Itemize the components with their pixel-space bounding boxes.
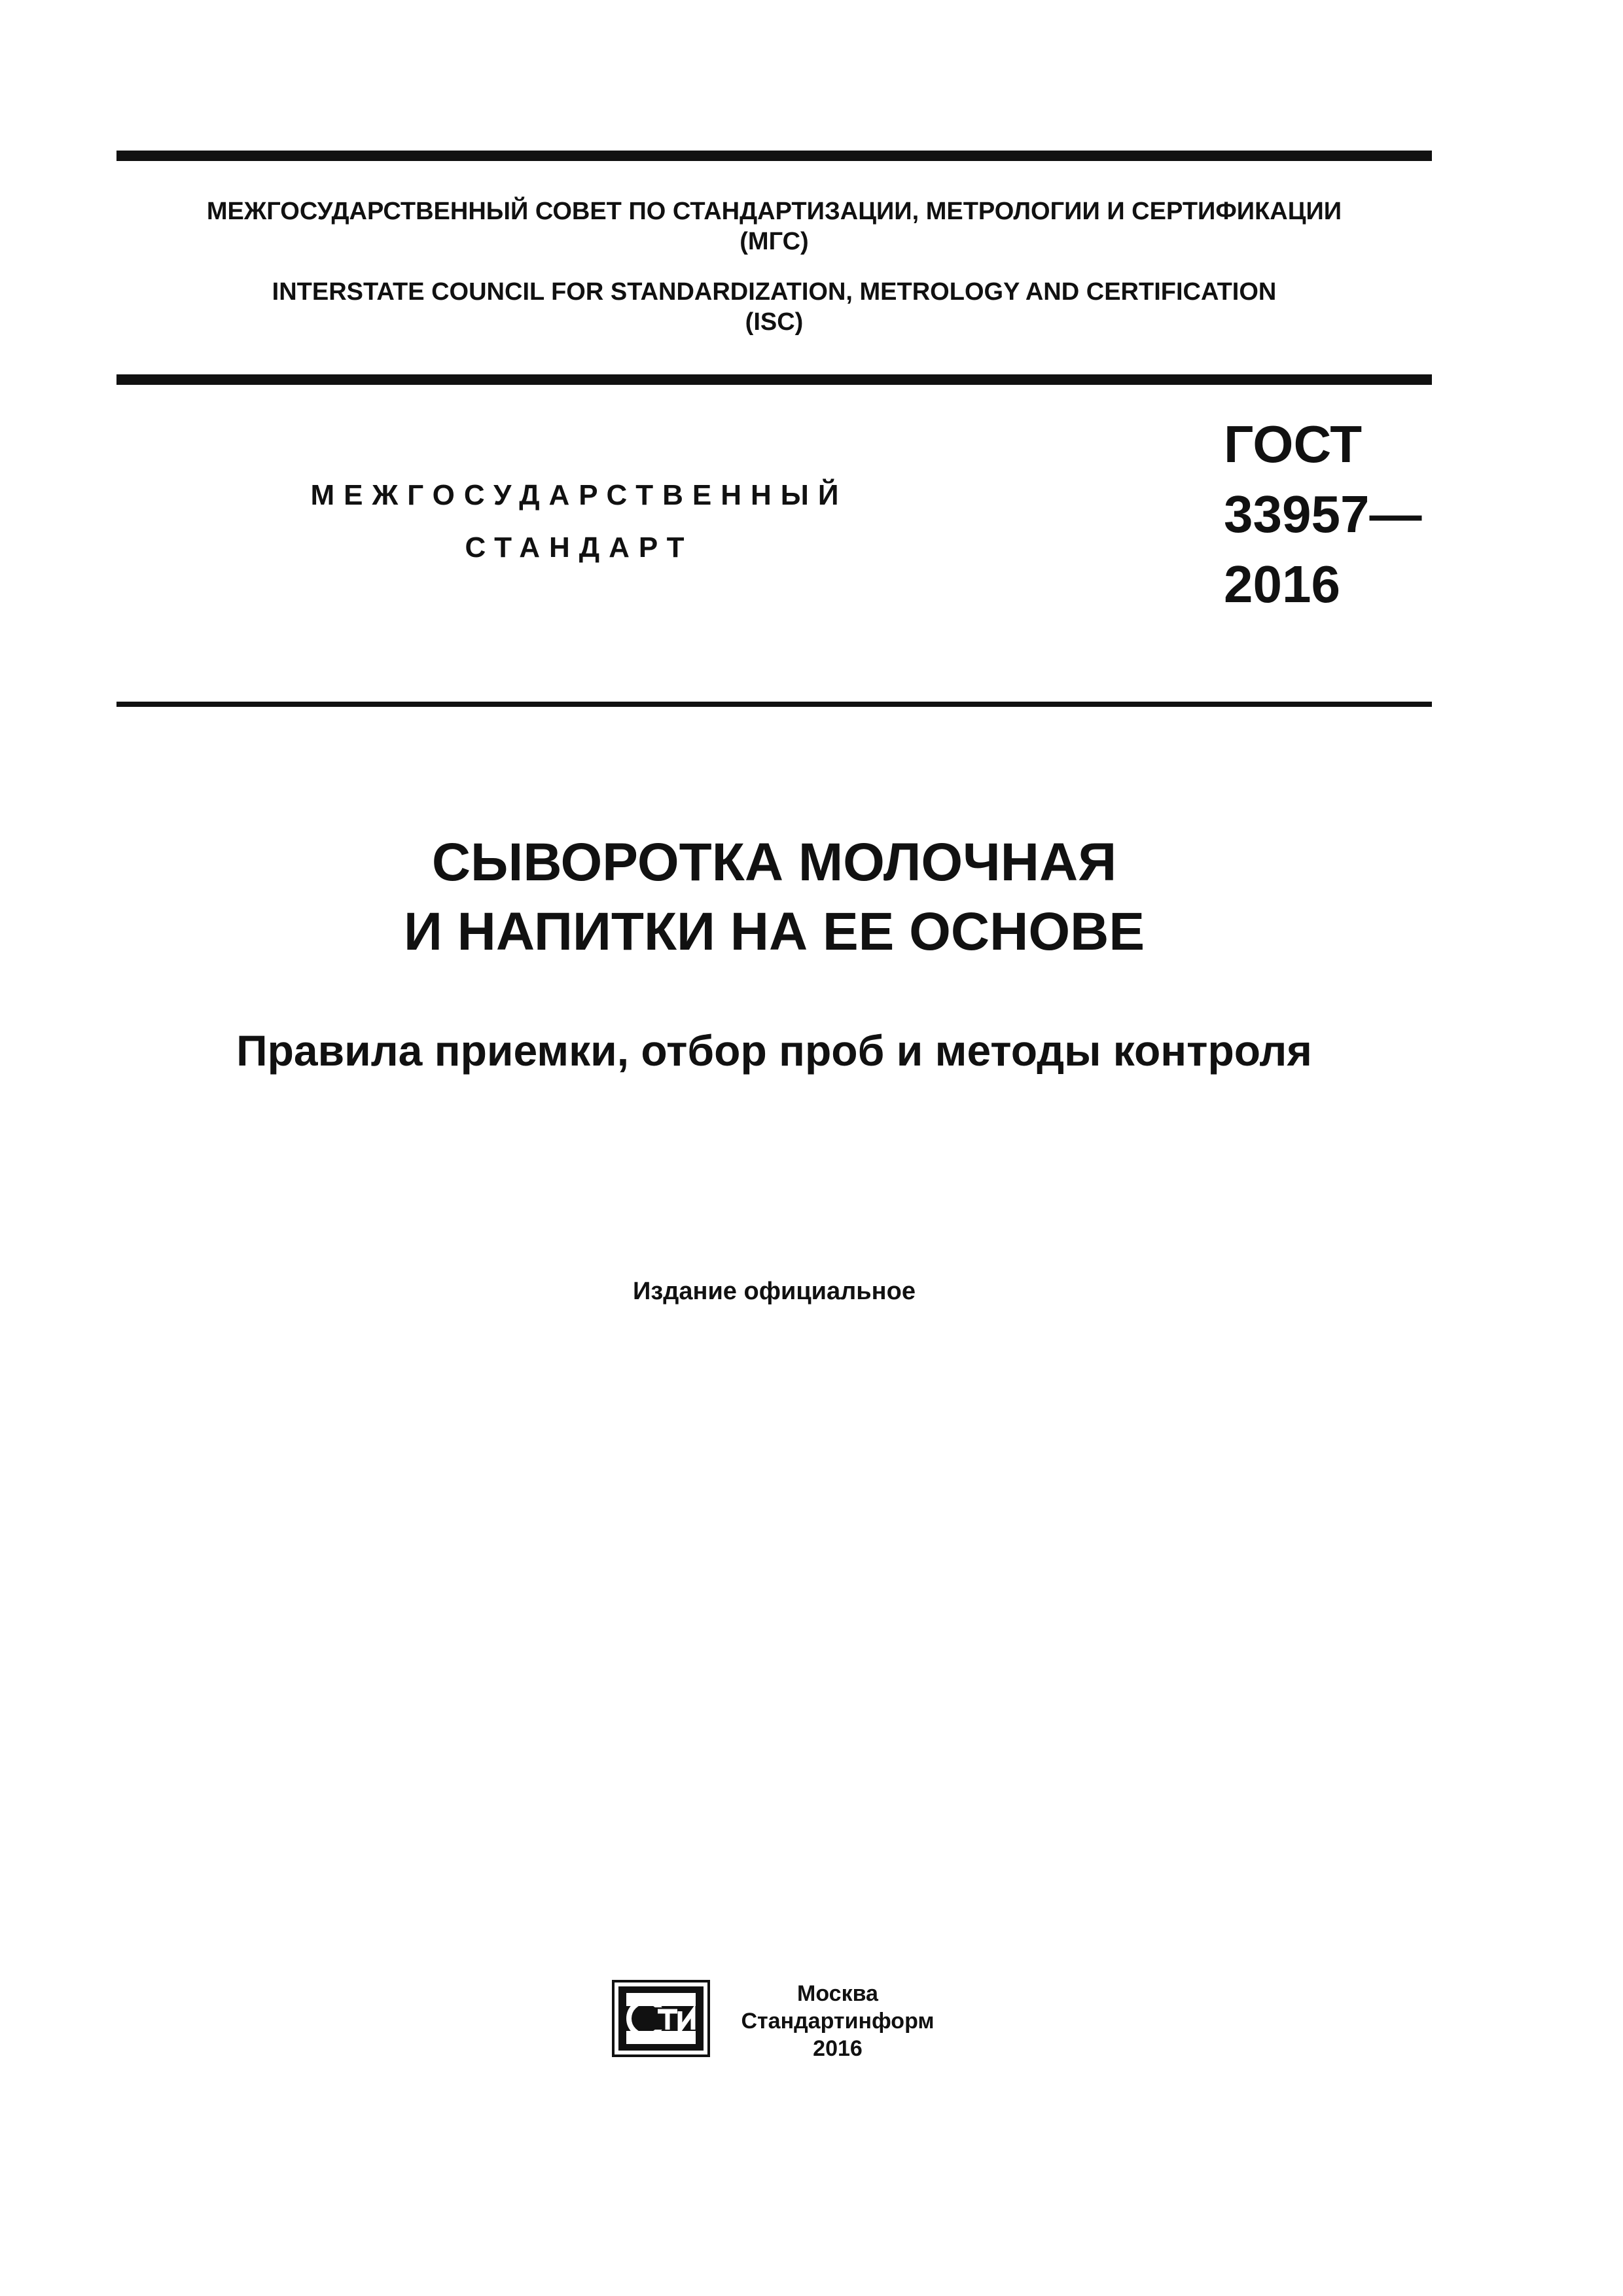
top-rule xyxy=(116,151,1432,161)
title-line2: И НАПИТКИ НА ЕЕ ОСНОВЕ xyxy=(403,902,1145,961)
lower-rule xyxy=(116,702,1432,707)
standard-label-line2: СТАНДАРТ xyxy=(465,531,694,564)
council-name-ru xyxy=(116,196,1432,257)
publisher-info xyxy=(720,1980,955,2062)
gost-year: 2016 xyxy=(1224,555,1340,613)
council-ru-line1: МЕЖГОСУДАРСТВЕННЫЙ СОВЕТ ПО СТАНДАРТИЗАЦИИ, МЕТРОЛОГИИ И СЕРТИФИКАЦИИ xyxy=(206,198,1342,225)
gost-designation xyxy=(1224,409,1421,619)
gost-prefix: ГОСТ xyxy=(1224,415,1363,473)
standard-label xyxy=(223,469,936,574)
council-en-line1: INTERSTATE COUNCIL FOR STANDARDIZATION, METROLOGY AND CERTIFICATION xyxy=(272,278,1277,306)
edition-note: Издание официальное xyxy=(633,1278,916,1305)
standard-label-line1: МЕЖГОСУДАРСТВЕННЫЙ xyxy=(310,479,848,511)
council-name-en xyxy=(116,277,1432,337)
council-en-line2: (ISC) xyxy=(745,308,804,336)
council-ru-line2: (МГС) xyxy=(740,228,809,255)
publisher-year: 2016 xyxy=(813,2036,863,2061)
document-title xyxy=(116,828,1432,967)
publisher-city: Москва xyxy=(797,1981,878,2006)
standartinform-logo-icon xyxy=(612,1980,710,2057)
publisher-name: Стандартинформ xyxy=(741,2009,935,2034)
gost-number: 33957— xyxy=(1224,485,1422,543)
document-subtitle: Правила приемки, отбор проб и методы контроля xyxy=(236,1026,1312,1075)
middle-rule xyxy=(116,374,1432,385)
title-line1: СЫВОРОТКА МОЛОЧНАЯ xyxy=(431,833,1117,892)
